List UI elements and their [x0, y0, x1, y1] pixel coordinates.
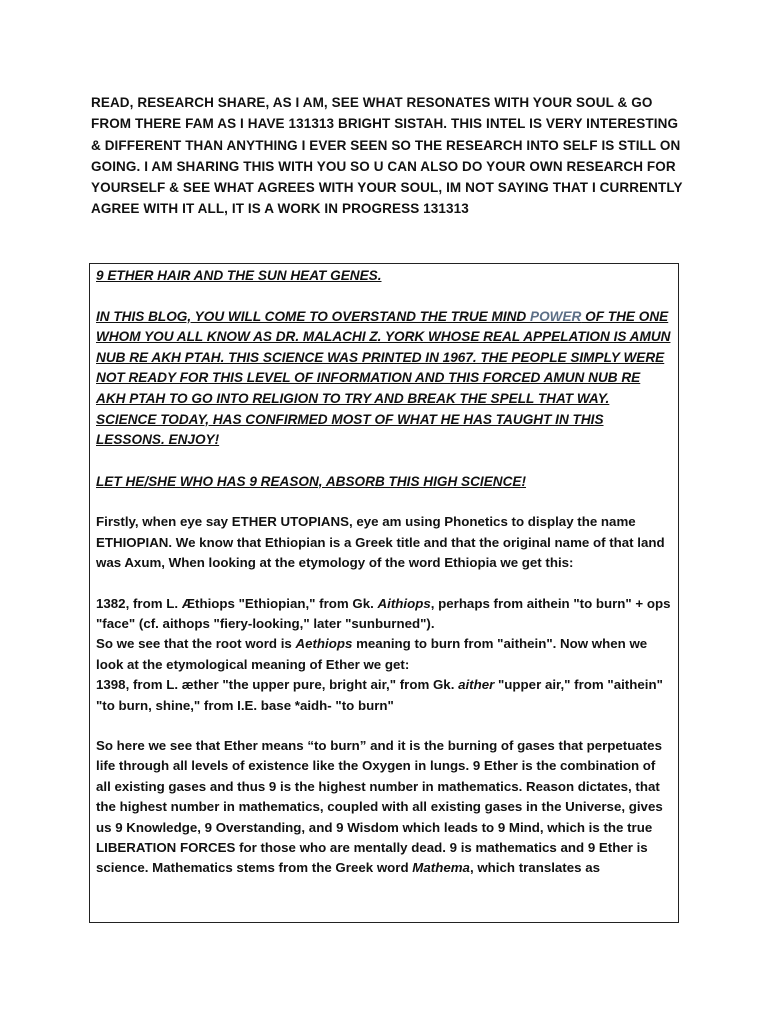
ether-text-1: So we see that the root word is	[96, 636, 296, 652]
etymology-text-2: , perhaps from aithein "to burn" + ops "face" (cf. aithops "fiery-looking," later "sunburned").	[96, 595, 671, 631]
paragraph-etymology-ether	[96, 634, 672, 716]
ether-term-aither: aither	[458, 677, 495, 693]
ether-text-3: 1398, from L. æther "the upper pure, bright air," from Gk.	[96, 677, 459, 693]
blog-intro	[96, 307, 672, 451]
article-heading: 9 ETHER HAIR AND THE SUN HEAT GENES.	[96, 268, 382, 283]
etymology-term-aithiops: Aithiops	[377, 595, 431, 611]
intro-note	[91, 92, 691, 220]
blog-intro-power-word: POWER	[530, 308, 582, 324]
burn-text-2: , which translates as	[469, 860, 601, 876]
paragraph-ether-burn	[96, 736, 672, 879]
burn-term-mathema: Mathema	[412, 860, 470, 876]
burn-text-1: So here we see that Ether means “to burn” and it is the burning of gases that perpetuates life through all levels of existence like the Oxygen in lungs. 9 Ether is the combination of all existing gases and thus 9 is the highest number in mathematics. Reason dictates, that the highest number in mathematics, coupled with all existing gases in the Universe, gives us 9 Knowledge, 9 Overstanding, and 9 Wisdom which leads to 9 Mind, which is the true LIBERATION FORCES for those who are mentally dead. 9 is mathematics and 9 Ether is science. Mathematics stems from the Greek word	[96, 738, 663, 876]
blog-intro-text-1: IN THIS BLOG, YOU WILL COME TO OVERSTAND THE TRUE MIND	[96, 308, 531, 324]
ether-text-4: "upper air," from "aithein" "to burn, shine," from I.E. base *aidh- "to burn"	[96, 677, 663, 713]
reason-line: LET HE/SHE WHO HAS 9 REASON, ABSORB THIS HIGH SCIENCE!	[96, 473, 527, 489]
ether-text-2: meaning to burn from "aithein". Now when we look at the etymological meaning of Ether we get:	[96, 636, 648, 672]
blog-intro-text-2: OF THE ONE WHOM YOU ALL KNOW AS DR. MALACHI Z. YORK WHOSE REAL APPELATION IS AMUN NUB RE AKH PTAH. THIS SCIENCE WAS PRINTED IN 1967. THE PEOPLE SIMPLY WERE NOT READY FOR THIS LEVEL OF INFORMATION AND THIS FORCED AMUN NUB RE AKH PTAH TO GO INTO RELIGION TO TRY AND BREAK THE SPELL THAT WAY. SCIENCE TODAY, HAS CONFIRMED MOST OF WHAT HE HAS TAUGHT IN THIS LESSONS. ENJOY!	[96, 308, 671, 448]
paragraph-ethiopian: Firstly, when eye say ETHER UTOPIANS, eye am using Phonetics to display the name ETHIOPIAN. We know that Ethiopian is a Greek title and that the original name of that land was Axum, When looking at the etymology of the word Ethiopia we get this:	[96, 514, 665, 571]
article-box	[89, 263, 679, 923]
etymology-text-1: 1382, from L. Æthiops "Ethiopian," from Gk.	[96, 595, 378, 611]
ether-term-aethiops: Aethiops	[295, 636, 353, 652]
intro-paragraph: READ, RESEARCH SHARE, AS I AM, SEE WHAT RESONATES WITH YOUR SOUL & GO FROM THERE FAM AS I HAVE 131313 BRIGHT SISTAH. THIS INTEL IS VERY INTERESTING & DIFFERENT THAN ANYTHING I EVER SEEN SO THE RESEARCH INTO SELF IS STILL ON GOING. I AM SHARING THIS WITH YOU SO U CAN ALSO DO YOUR OWN RESEARCH FOR YOURSELF & SEE WHAT AGREES WITH YOUR SOUL, IM NOT SAYING THAT I CURRENTLY AGREE WITH IT ALL, IT IS A WORK IN PROGRESS 131313	[91, 95, 683, 217]
paragraph-etymology-ethiopia	[96, 594, 672, 635]
